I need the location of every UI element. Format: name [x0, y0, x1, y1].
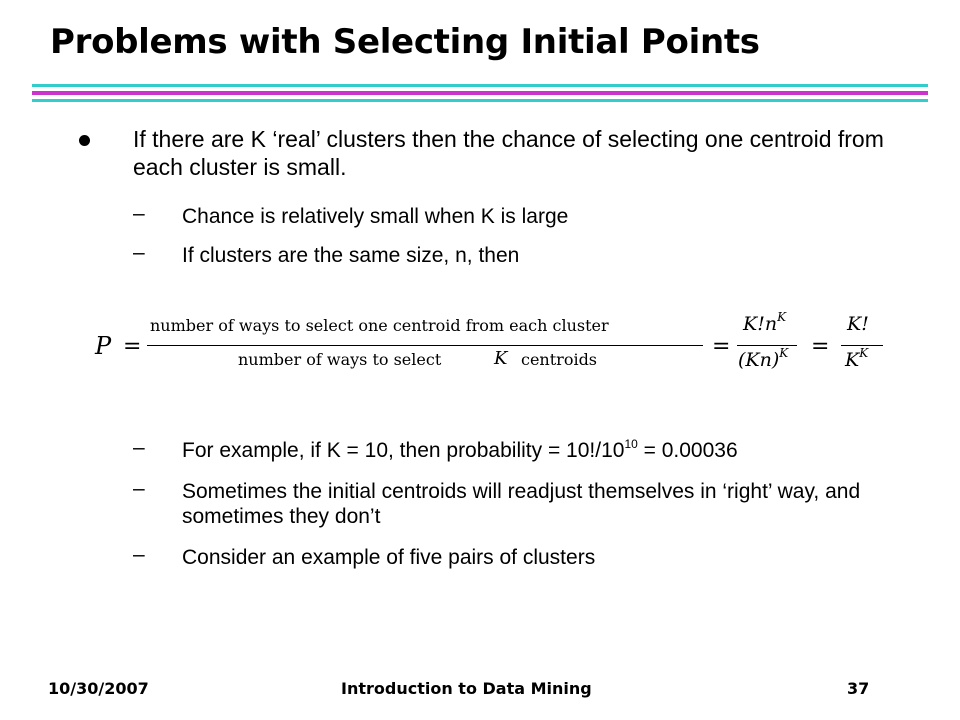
- formula-lhs: P: [95, 332, 112, 360]
- formula-den2: $(Kn)^K$: [738, 346, 789, 371]
- footer-course: Introduction to Data Mining: [341, 679, 592, 698]
- formula-eq: =: [811, 334, 830, 359]
- slide-title: Problems with Selecting Initial Points: [50, 22, 760, 62]
- sub-bullet-five-pairs: Consider an example of five pairs of clusters: [182, 546, 596, 569]
- probability-formula: [95, 310, 895, 380]
- formula-eq: =: [712, 334, 731, 359]
- formula-denominator-a: number of ways to select: [238, 350, 442, 369]
- dash-icon: –: [133, 436, 145, 459]
- dash-icon: –: [133, 202, 145, 225]
- sub-bullet-chance: Chance is relatively small when K is large: [182, 205, 569, 228]
- formula-num3: K!: [847, 313, 869, 335]
- formula-eq: =: [123, 334, 142, 359]
- dash-icon: –: [133, 543, 145, 566]
- formula-den3: $K^K$: [845, 346, 869, 371]
- title-rule-top: [32, 84, 928, 87]
- footer-page-number: 37: [847, 679, 870, 698]
- footer-date: 10/30/2007: [48, 679, 149, 698]
- main-bullet-text: If there are K ‘real’ clusters then the chance of selecting one centroid from each cluster is small.: [133, 126, 884, 180]
- sub-bullet-example: For example, if K = 10, then probability = $10!/10^{10} = 0.00036$: [182, 437, 738, 462]
- formula-numerator: number of ways to select one centroid from each cluster: [150, 316, 609, 335]
- sub-bullet-readjust: Sometimes the initial centroids will readjust themselves in ‘right’ way, and sometimes they don’t: [182, 480, 861, 528]
- formula-num2: $K!n^K$: [743, 310, 787, 335]
- sub-bullet-same-size: If clusters are the same size, n, then: [182, 244, 520, 267]
- title-rule-bottom: [32, 99, 928, 102]
- title-rule-middle: [32, 91, 928, 95]
- fraction-line: [147, 345, 703, 346]
- dash-icon: –: [133, 241, 145, 264]
- dash-icon: –: [133, 477, 145, 500]
- bullet-icon: [79, 135, 90, 146]
- formula-denominator-b: centroids: [521, 350, 598, 369]
- formula-denominator-k: K: [494, 348, 508, 369]
